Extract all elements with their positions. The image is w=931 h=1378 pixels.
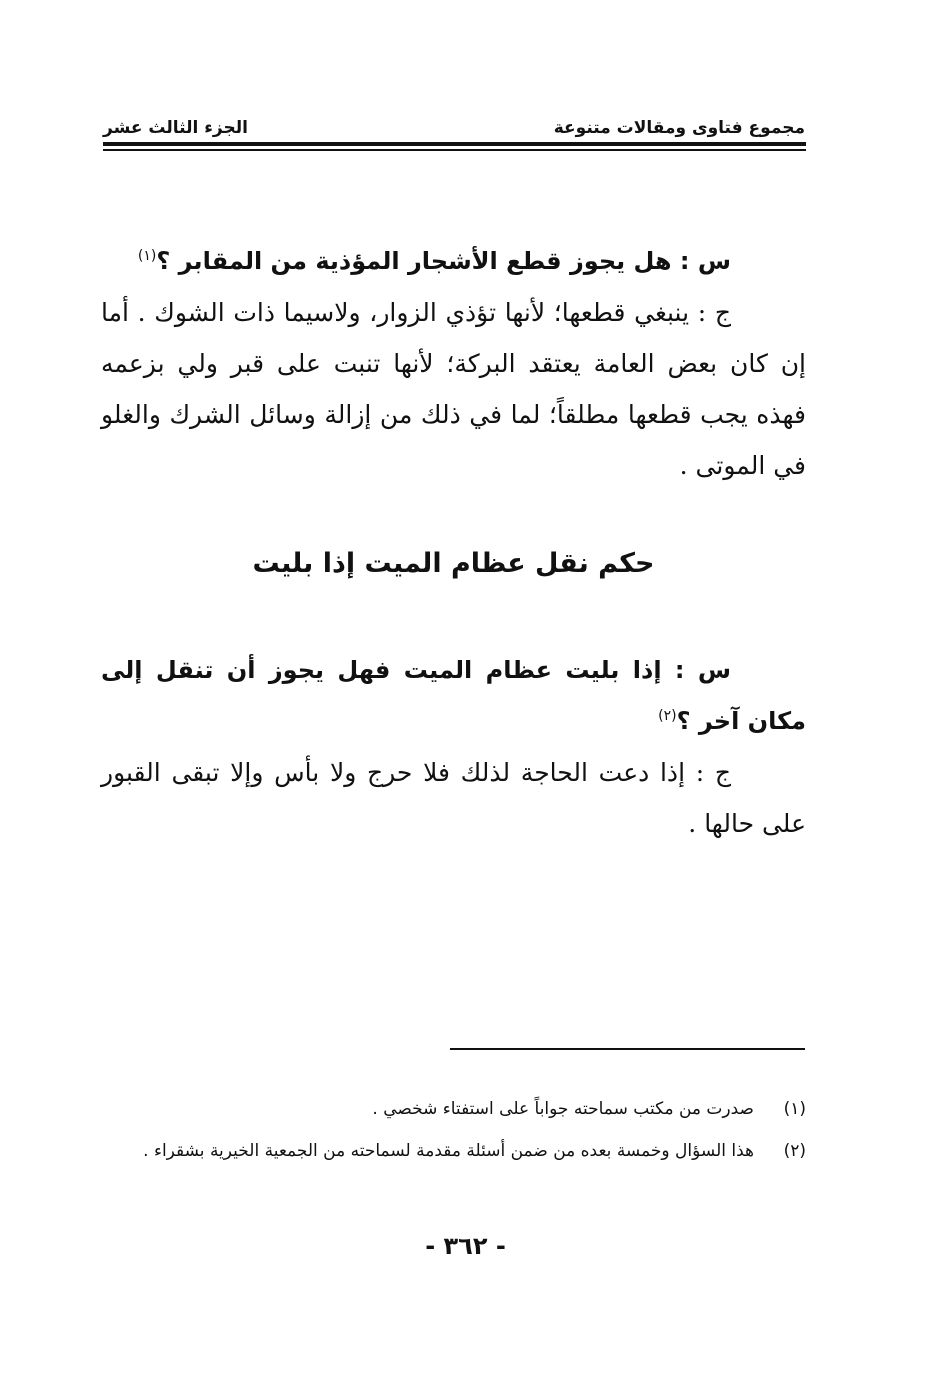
footnote-text: هذا السؤال وخمسة بعده من ضمن أسئلة مقدمة لسماحته من الجمعية الخيرية بشقراء . (143, 1141, 754, 1161)
answer-1 (101, 287, 806, 491)
question-2-text: س : إذا بليت عظام الميت فهل يجوز أن تنقل إلى مكان آخر ؟ (101, 656, 806, 735)
volume-label: الجزء الثالث عشر (103, 118, 248, 138)
qa-block-2 (101, 645, 806, 849)
answer-2-text: ج : إذا دعت الحاجة لذلك فلا حرج ولا بأس وإلا تبقى القبور على حالها . (101, 758, 806, 838)
book-title: مجموع فتاوى ومقالات متنوعة (553, 118, 805, 138)
footnote-number: (٢) (783, 1141, 806, 1161)
question-1 (101, 236, 806, 287)
question-1-text: س : هل يجوز قطع الأشجار المؤذية من المقابر ؟ (156, 247, 731, 275)
footnote-text: صدرت من مكتب سماحته جواباً على استفتاء شخصي . (372, 1099, 754, 1119)
header-rule-thick (103, 142, 806, 146)
question-2 (101, 645, 806, 747)
answer-1-text: ج : ينبغي قطعها؛ لأنها تؤذي الزوار، ولاسيما ذات الشوك . أما إن كان بعض العامة يعتقد البركة؛ لأنها تنبت على قبر ولي بزعمه فهذه يجب قطعها مطلقاً؛ لما في ذلك من إزالة وسائل الشرك والغلو في الموتى . (101, 298, 806, 480)
question-1-footnote-ref: (١) (137, 248, 157, 264)
footnote-item (101, 1130, 806, 1172)
header-rule-thin (103, 149, 806, 151)
footnote-number: (١) (783, 1099, 806, 1119)
footnotes (101, 1088, 806, 1172)
page-number: - ٣٦٢ - (425, 1232, 506, 1260)
question-2-footnote-ref: (٢) (658, 708, 677, 724)
footnote-separator (450, 1048, 805, 1050)
section-heading: حكم نقل عظام الميت إذا بليت (252, 548, 655, 579)
answer-2 (101, 747, 806, 849)
qa-block-1 (101, 236, 806, 491)
running-header (103, 112, 805, 142)
footnote-item (101, 1088, 806, 1130)
